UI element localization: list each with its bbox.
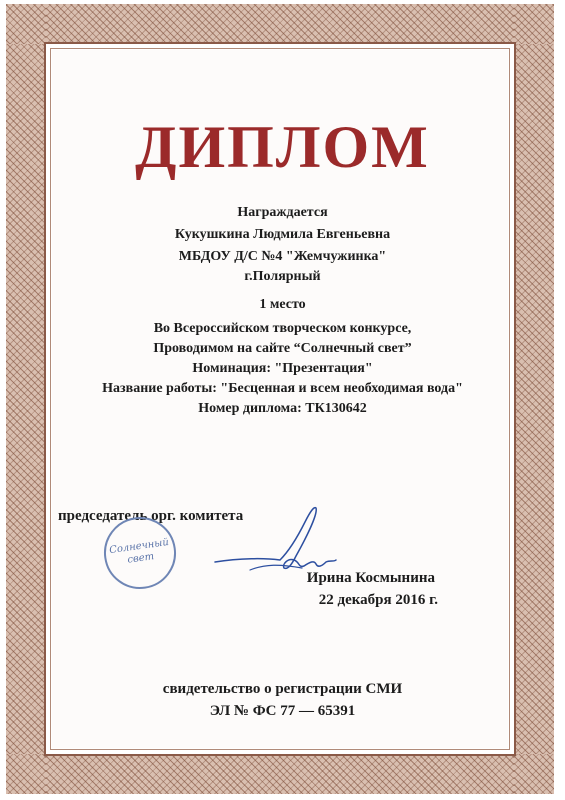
registration-line-2: ЭЛ № ФС 77 — 65391: [209, 703, 356, 719]
place: 1 место: [259, 297, 306, 312]
stamp-text: Солнечный свет: [108, 536, 170, 566]
committee-role: председатель орг. комитета: [58, 508, 244, 524]
contest-line-1: Во Всероссийском творческом конкурсе,: [153, 321, 412, 336]
registration-line-1: свидетельство о регистрации СМИ: [162, 681, 403, 697]
city: г.Полярный: [244, 269, 321, 284]
signature-date: 22 декабря 2016 г.: [318, 592, 438, 608]
work-title: Название работы: "Бесценная и всем необходимая вода": [102, 381, 463, 396]
signer-name: Ирина Космынина: [306, 570, 435, 586]
contest-line-2: Проводимом на сайте “Солнечный свет”: [153, 341, 412, 356]
diploma-title: ДИПЛОМ: [135, 114, 430, 180]
nomination: Номинация: "Презентация": [192, 361, 373, 376]
awarded-label: Награждается: [237, 205, 328, 220]
recipient-name: Кукушкина Людмила Евгеньевна: [174, 227, 391, 242]
diploma-number: Номер диплома: ТК130642: [198, 401, 367, 416]
institution: МБДОУ Д/С №4 "Жемчужинка": [178, 249, 387, 264]
